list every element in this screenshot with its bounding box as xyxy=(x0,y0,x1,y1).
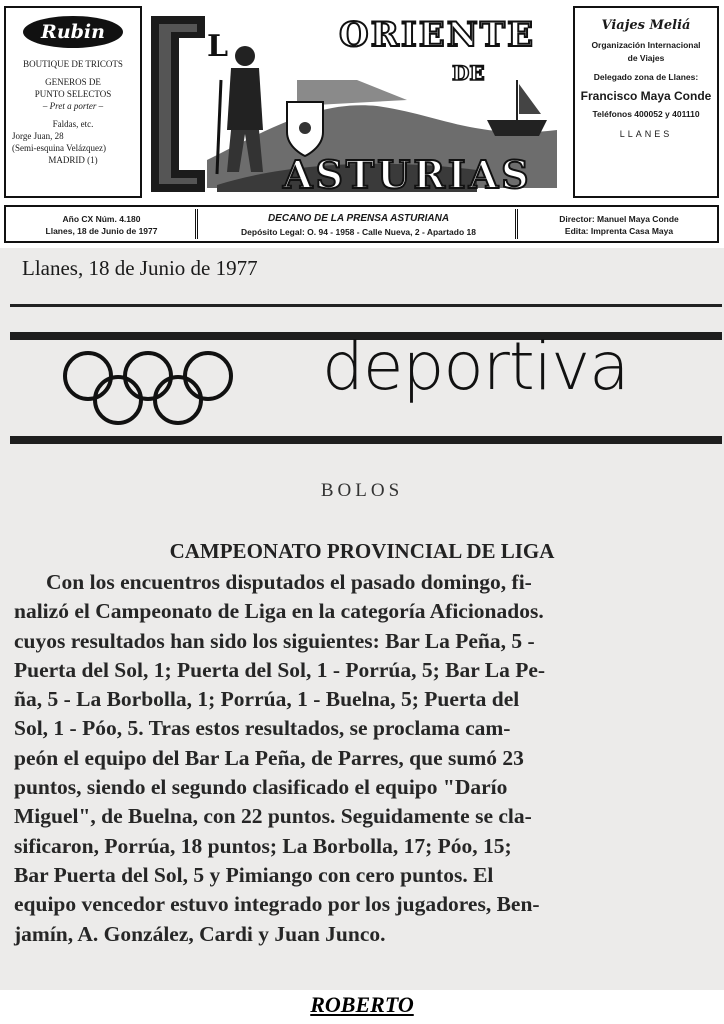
divider xyxy=(10,304,722,307)
issue-number: Año CX Núm. 4.180 xyxy=(62,214,141,224)
ad-line: GENEROS DE xyxy=(45,77,101,87)
ad-line: Organización Internacional xyxy=(591,40,701,50)
ad-line: – Pret a porter – xyxy=(42,101,104,111)
article-headline: CAMPEONATO PROVINCIAL DE LIGA xyxy=(169,539,555,563)
article-line: Puerta del Sol, 1; Puerta del Sol, 1 - Porrúa, 5; Bar La Pe- xyxy=(14,657,546,682)
article-line: sificaron, Porrúa, 18 puntos; La Borbolla, 17; Póo, 15; xyxy=(14,833,512,858)
newspaper-masthead xyxy=(0,0,724,237)
ad-line: PUNTO SELECTOS xyxy=(34,89,112,99)
clipping-date: Llanes, 18 de Junio de 1977 xyxy=(22,256,258,280)
newspaper-title-art xyxy=(147,10,567,198)
ad-line: Jorge Juan, 28 xyxy=(12,131,64,141)
article-line: Sol, 1 - Póo, 5. Tras estos resultados, se proclama cam- xyxy=(14,716,511,741)
ad-title: Viajes Meliá xyxy=(601,18,691,33)
advertisement-viajes-melia xyxy=(573,6,719,198)
section-logo-deportiva: deportiva xyxy=(322,328,629,405)
ad-line: Delegado zona de Llanes: xyxy=(593,72,699,82)
legal-deposit: Depósito Legal: O. 94 - 1958 - Calle Nueva, 2 - Apartado 18 xyxy=(241,227,476,237)
article-body xyxy=(14,568,720,949)
title-word-oriente: ORIENTE xyxy=(339,15,535,55)
author-signature: ROBERTO xyxy=(310,992,414,1017)
article-line: Miguel", de Buelna, con 22 puntos. Seguidamente se cla- xyxy=(14,804,532,829)
article-line: jamín, A. González, Cardi y Juan Junco. xyxy=(14,921,386,946)
director: Director: Manuel Maya Conde xyxy=(559,214,679,224)
issue-date: Llanes, 18 de Junio de 1977 xyxy=(45,226,158,236)
publisher: Edita: Imprenta Casa Maya xyxy=(564,226,674,236)
article-clipping xyxy=(0,248,724,990)
ad-line: de Viajes xyxy=(627,53,665,63)
article-line: Bar Puerta del Sol, 5 y Pimiango con cero puntos. El xyxy=(14,862,494,887)
title-word-el: L xyxy=(207,29,229,64)
section-heading: BOLOS xyxy=(320,480,404,501)
article-line: equipo vencedor estuvo integrado por los jugadores, Ben- xyxy=(14,892,540,917)
ad-line: Faldas, etc. xyxy=(52,119,94,129)
olympic-rings-icon xyxy=(58,350,238,430)
ad-phones: Teléfonos 400052 y 401110 xyxy=(592,109,700,119)
publication-motto: DECANO DE LA PRENSA ASTURIANA xyxy=(267,213,450,224)
editorial-info xyxy=(521,209,717,239)
article-line: ña, 5 - La Borbolla, 1; Porrúa, 1 - Buelna, 5; Puerta del xyxy=(14,687,520,712)
title-word-asturias: ASTURIAS xyxy=(283,152,532,197)
article-line: nalizó el Campeonato de Liga en la categoría Aficionados. xyxy=(14,599,544,624)
advertisement-rubin xyxy=(4,6,142,198)
rubin-logo: Rubin xyxy=(23,16,123,48)
divider xyxy=(10,436,722,444)
ad-town: LLANES xyxy=(619,129,673,139)
info-strip xyxy=(4,205,719,243)
article-line: peón el equipo del Bar La Peña, de Parres, que sumó 23 xyxy=(14,745,524,770)
ad-line: BOUTIQUE DE TRICOTS xyxy=(23,59,123,69)
publication-info xyxy=(202,209,518,239)
issue-info xyxy=(8,209,198,239)
article-line: Con los encuentros disputados el pasado domingo, fi- xyxy=(46,570,532,594)
title-word-de: DE xyxy=(452,61,485,85)
ad-line: MADRID (1) xyxy=(48,155,98,165)
ad-contact-name: Francisco Maya Conde xyxy=(580,89,712,103)
article-line: cuyos resultados han sido los siguientes: Bar La Peña, 5 - xyxy=(14,628,535,653)
ad-line: (Semi-esquina Velázquez) xyxy=(12,143,107,153)
article-line: puntos, siendo el segundo clasificado el equipo "Darío xyxy=(14,775,508,800)
